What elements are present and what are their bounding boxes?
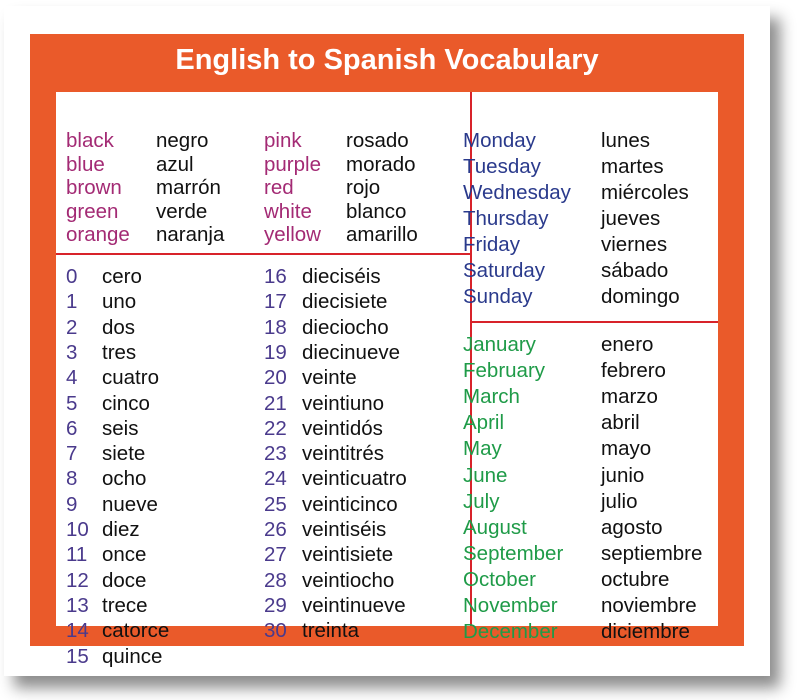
number-spanish-27: veintisiete — [302, 543, 394, 567]
number-digit-10: 10 — [66, 518, 89, 541]
number-digit-18: 18 — [264, 315, 287, 339]
color-spanish-purple: morado — [346, 152, 416, 176]
month-english-june: June — [463, 463, 508, 487]
number-digit-23: 23 — [264, 442, 287, 466]
number-spanish-20: veinte — [302, 366, 357, 390]
day-spanish-sunday: domingo — [601, 285, 680, 308]
color-spanish-blue: azul — [156, 152, 194, 176]
number-digit-14: 14 — [66, 619, 89, 643]
day-spanish-wednesday: miércoles — [601, 181, 689, 204]
color-english-pink: pink — [264, 129, 302, 152]
number-spanish-2: dos — [102, 315, 136, 339]
number-spanish-3: tres — [102, 340, 137, 364]
number-digit-26: 26 — [264, 518, 287, 541]
number-spanish-13: trece — [102, 593, 148, 617]
number-spanish-5: cinco — [102, 391, 150, 415]
number-spanish-8: ocho — [102, 467, 147, 491]
day-english-friday: Friday — [463, 233, 520, 256]
month-spanish-august: agosto — [601, 515, 663, 539]
day-english-sunday: Sunday — [463, 285, 533, 308]
color-english-green: green — [66, 199, 119, 223]
month-spanish-may: mayo — [601, 437, 652, 461]
page-title: English to Spanish Vocabulary — [175, 44, 599, 76]
color-english-purple: purple — [264, 152, 321, 176]
number-digit-30: 30 — [264, 619, 287, 643]
month-english-september: September — [463, 541, 564, 565]
number-digit-4: 4 — [66, 366, 78, 390]
month-spanish-december: diciembre — [601, 620, 690, 644]
color-english-yellow: yellow — [264, 223, 321, 246]
day-english-monday: Monday — [463, 129, 536, 152]
color-spanish-green: verde — [156, 199, 208, 223]
month-spanish-october: octubre — [601, 567, 670, 591]
number-digit-13: 13 — [66, 593, 89, 617]
number-digit-3: 3 — [66, 340, 78, 364]
number-spanish-12: doce — [102, 568, 147, 592]
month-english-january: January — [463, 333, 536, 356]
color-spanish-pink: rosado — [346, 129, 409, 152]
number-spanish-24: veinticuatro — [302, 467, 407, 491]
month-spanish-september: septiembre — [601, 541, 703, 565]
color-english-red: red — [264, 176, 294, 199]
number-spanish-23: veintitrés — [302, 442, 385, 466]
color-english-blue: blue — [66, 152, 105, 176]
day-english-wednesday: Wednesday — [463, 181, 571, 204]
day-spanish-friday: viernes — [601, 233, 668, 256]
month-spanish-june: junio — [601, 463, 645, 487]
number-digit-2: 2 — [66, 315, 78, 339]
color-spanish-yellow: amarillo — [346, 223, 418, 246]
month-spanish-november: noviembre — [601, 594, 697, 617]
color-english-black: black — [66, 129, 114, 152]
number-spanish-22: veintidós — [302, 416, 383, 440]
number-digit-25: 25 — [264, 492, 287, 516]
number-digit-11: 11 — [66, 543, 88, 567]
color-english-white: white — [264, 199, 312, 223]
number-spanish-10: diez — [102, 518, 140, 541]
number-digit-22: 22 — [264, 416, 287, 440]
number-digit-17: 17 — [264, 290, 287, 314]
number-spanish-15: quince — [102, 644, 163, 668]
day-english-saturday: Saturday — [463, 259, 546, 282]
number-spanish-9: nueve — [102, 492, 158, 516]
number-digit-27: 27 — [264, 543, 287, 567]
number-digit-15: 15 — [66, 644, 89, 668]
day-spanish-thursday: jueves — [601, 207, 661, 230]
number-digit-16: 16 — [264, 265, 287, 288]
number-digit-6: 6 — [66, 416, 78, 440]
month-english-december: December — [463, 620, 558, 644]
month-english-february: February — [463, 359, 546, 383]
number-spanish-25: veinticinco — [302, 492, 398, 516]
number-spanish-4: cuatro — [102, 366, 159, 390]
month-english-april: April — [463, 411, 505, 435]
number-spanish-18: dieciocho — [302, 315, 389, 339]
month-spanish-april: abril — [601, 411, 640, 435]
color-spanish-black: negro — [156, 129, 209, 152]
number-spanish-0: cero — [102, 265, 142, 288]
month-spanish-march: marzo — [601, 385, 658, 409]
month-english-may: May — [463, 437, 502, 461]
color-english-orange: orange — [66, 223, 130, 246]
month-english-july: July — [463, 489, 500, 513]
color-spanish-white: blanco — [346, 199, 407, 223]
number-digit-7: 7 — [66, 442, 78, 466]
day-spanish-monday: lunes — [601, 129, 651, 152]
number-spanish-11: once — [102, 543, 147, 567]
color-spanish-brown: marrón — [156, 176, 221, 199]
number-spanish-29: veintinueve — [302, 593, 406, 617]
number-spanish-30: treinta — [302, 619, 359, 643]
color-english-brown: brown — [66, 176, 122, 199]
number-digit-12: 12 — [66, 568, 89, 592]
day-spanish-saturday: sábado — [601, 259, 669, 282]
number-spanish-7: siete — [102, 442, 146, 466]
number-spanish-21: veintiuno — [302, 391, 385, 415]
month-english-march: March — [463, 385, 520, 409]
number-digit-24: 24 — [264, 467, 287, 491]
vocabulary-panel — [56, 92, 718, 668]
number-digit-8: 8 — [66, 467, 78, 491]
month-english-august: August — [463, 515, 527, 539]
number-spanish-26: veintiséis — [302, 518, 387, 541]
number-spanish-19: diecinueve — [302, 340, 401, 364]
vocabulary-card — [4, 6, 770, 676]
number-spanish-6: seis — [102, 416, 139, 440]
number-spanish-1: uno — [102, 290, 137, 314]
number-digit-21: 21 — [264, 391, 287, 415]
day-spanish-tuesday: martes — [601, 155, 664, 178]
number-spanish-17: diecisiete — [302, 290, 388, 314]
number-digit-9: 9 — [66, 492, 78, 516]
number-digit-20: 20 — [264, 366, 287, 390]
month-spanish-january: enero — [601, 333, 654, 356]
day-english-tuesday: Tuesday — [463, 155, 541, 178]
number-spanish-14: catorce — [102, 619, 170, 643]
month-spanish-july: julio — [601, 489, 638, 513]
colors-divider — [56, 253, 470, 255]
month-english-october: October — [463, 567, 536, 591]
color-spanish-orange: naranja — [156, 223, 225, 246]
orange-frame — [30, 34, 744, 668]
number-digit-1: 1 — [66, 290, 78, 314]
month-english-november: November — [463, 594, 558, 617]
number-digit-5: 5 — [66, 391, 78, 415]
number-digit-0: 0 — [66, 265, 78, 288]
day-english-thursday: Thursday — [463, 207, 549, 230]
color-spanish-red: rojo — [346, 176, 381, 199]
number-digit-28: 28 — [264, 568, 287, 592]
month-spanish-february: febrero — [601, 359, 666, 383]
number-spanish-16: dieciséis — [302, 265, 381, 288]
number-spanish-28: veintiocho — [302, 568, 395, 592]
number-digit-29: 29 — [264, 593, 287, 617]
number-digit-19: 19 — [264, 340, 287, 364]
days-divider — [472, 321, 718, 323]
